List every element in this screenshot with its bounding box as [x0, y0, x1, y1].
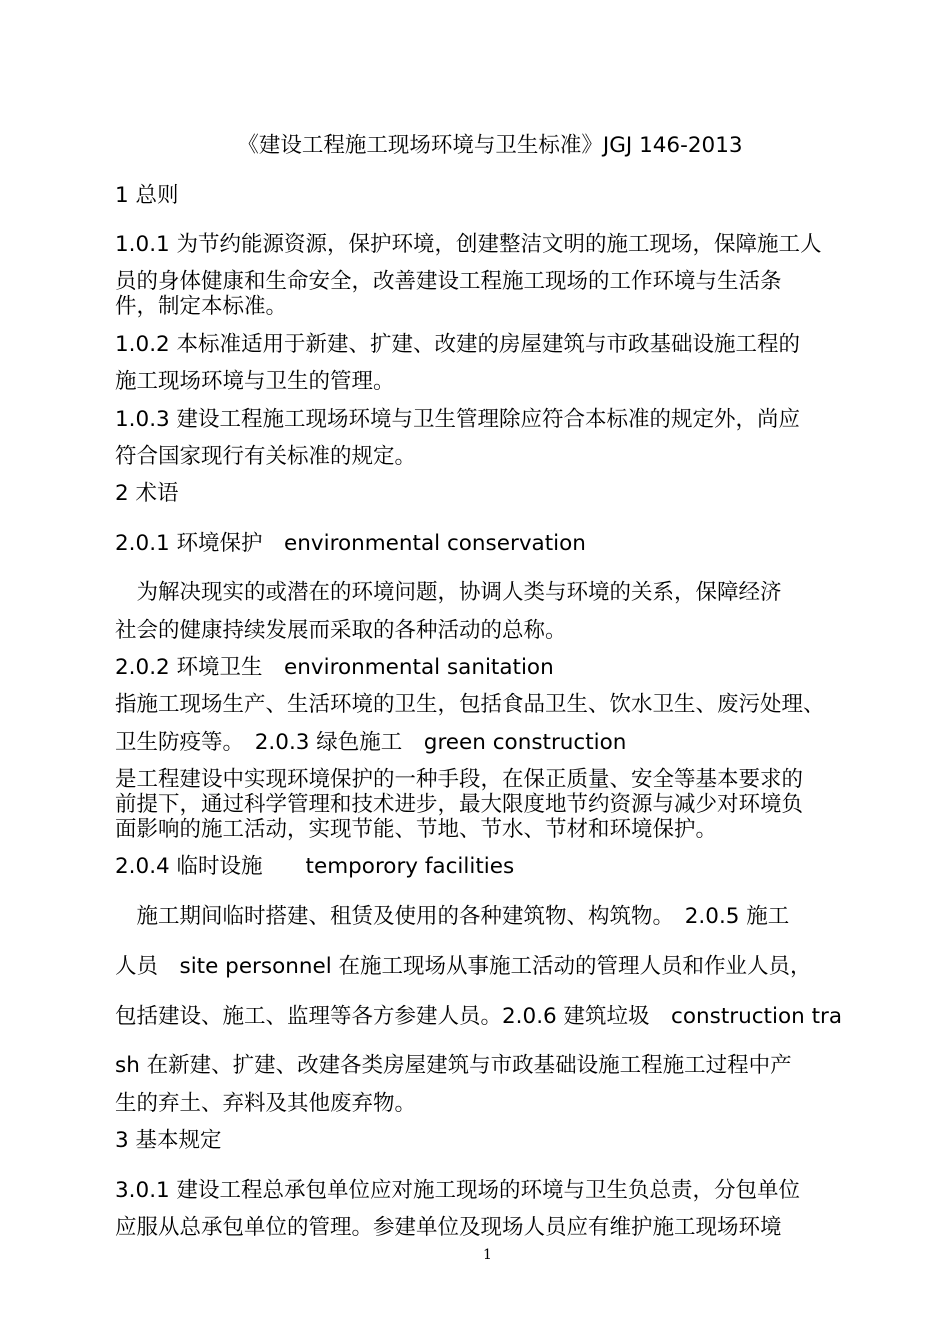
text-line: 3.0.1 建设工程总承包单位应对施工现场的环境与卫生负总责，分包单位: [115, 1178, 801, 1203]
text-line: 指施工现场生产、生活环境的卫生，包括食品卫生、饮水卫生、废污处理、: [115, 692, 825, 717]
text-line: 生的弃土、弃料及其他废弃物。: [115, 1091, 417, 1116]
text-line: 员的身体健康和生命安全，改善建设工程施工现场的工作环境与生活条: [115, 269, 782, 294]
text-line: 1.0.1 为节约能源资源，保护环境，创建整洁文明的施工现场，保障施工人: [115, 232, 822, 257]
text-line: 2.0.2 环境卫生 environmental sanitation: [115, 655, 554, 680]
text-line: 施工期间临时搭建、租赁及使用的各种建筑物、构筑物。 2.0.5 施工: [115, 904, 790, 929]
text-line: 应服从总承包单位的管理。参建单位及现场人员应有维护施工现场环境: [115, 1215, 782, 1240]
text-line: 前提下，通过科学管理和技术进步，最大限度地节约资源与减少对环境负: [115, 792, 804, 817]
section-heading: 2 术语: [115, 481, 179, 506]
text-line: 件，制定本标准。: [115, 294, 288, 319]
text-line: sh 在新建、扩建、改建各类房屋建筑与市政基础设施工程施工过程中产: [115, 1053, 792, 1078]
text-line: 社会的健康持续发展而采取的各种活动的总称。: [115, 618, 567, 643]
text-line: 为解决现实的或潜在的环境问题，协调人类与环境的关系，保障经济: [115, 580, 782, 605]
text-line: 是工程建设中实现环境保护的一种手段，在保正质量、安全等基本要求的: [115, 767, 804, 792]
section-heading: 3 基本规定: [115, 1128, 222, 1153]
text-line: 2.0.1 环境保护 environmental conservation: [115, 531, 586, 556]
text-line: 面影响的施工活动，实现节能、节地、节水、节材和环境保护。: [115, 817, 718, 842]
document-title: 《建设工程施工现场环境与卫生标准》JGJ 146-2013: [237, 133, 743, 158]
text-line: 施工现场环境与卫生的管理。: [115, 369, 395, 394]
text-line: 符合国家现行有关标准的规定。: [115, 444, 417, 469]
text-line: 1.0.2 本标准适用于新建、扩建、改建的房屋建筑与市政基础设施工程的: [115, 332, 801, 357]
text-line: 人员 site personnel 在施工现场从事施工活动的管理人员和作业人员，: [115, 954, 812, 979]
text-line: 1.0.3 建设工程施工现场环境与卫生管理除应符合本标准的规定外，尚应: [115, 407, 801, 432]
text-line: 卫生防疫等。 2.0.3 绿色施工 green construction: [115, 730, 627, 755]
section-heading: 1 总则: [115, 183, 179, 208]
page-number: 1: [483, 1247, 492, 1263]
text-line: 包括建设、施工、监理等各方参建人员。2.0.6 建筑垃圾 construction tra: [115, 1004, 843, 1029]
text-line: 2.0.4 临时设施 temporory facilities: [115, 854, 515, 879]
